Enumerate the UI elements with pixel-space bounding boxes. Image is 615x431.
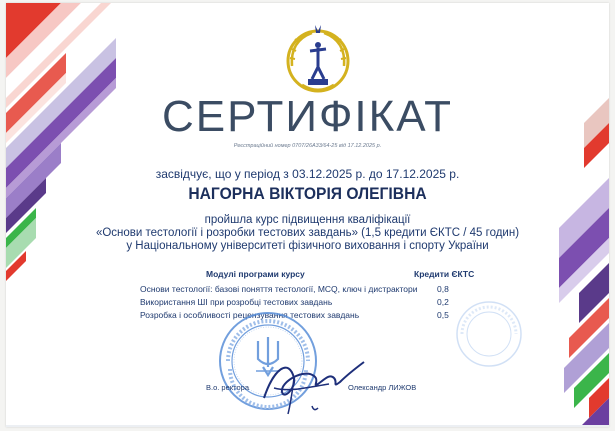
bottom-edge [6, 425, 609, 427]
signature-name: Олександр ЛИЖОВ [348, 383, 417, 392]
left-decoration [6, 3, 146, 303]
recipient-name: НАГОРНА ВІКТОРІЯ ОЛЕГІВНА [188, 184, 427, 203]
module-row-credits: 0,5 [437, 310, 449, 320]
university-emblem-icon [282, 21, 354, 97]
course-title-text: «Основи тестології і розробки тестових завдань» (1,5 кредити ЄКТС / 45 годин) [95, 227, 520, 239]
modules-header: Модулі програми курсу [206, 269, 305, 279]
course-intro-text: пройшла курс підвищення кваліфікації [204, 214, 411, 226]
signature-role: В.о. ректора [206, 383, 249, 392]
module-row-credits: 0,8 [437, 284, 449, 294]
university-text: у Національному університеті фізичного виховання і спорту України [126, 240, 489, 252]
certificate-title: СЕРТИФІКАТ [161, 92, 454, 141]
faint-stamp-icon [454, 299, 524, 369]
credits-header: Кредити ЄКТС [414, 269, 475, 279]
module-row-name: Основи тестології: базові поняття тестології, MCQ, ключ і дистрактори [140, 284, 418, 294]
period-text: засвідчує, що у період з 03.12.2025 р. до 17.12.2025 р. [155, 167, 460, 181]
module-row-name: Розробка і особливості рецензування тестових завдань [140, 310, 360, 320]
module-row-credits: 0,2 [437, 297, 449, 307]
registration-number: Реєстраційний номер 0707/26А33/64-25 від 17.12.2025 р. [233, 143, 382, 149]
certificate-sheet [6, 3, 609, 427]
module-row-name: Використання ШІ при розробці тестових завдань [140, 297, 333, 307]
